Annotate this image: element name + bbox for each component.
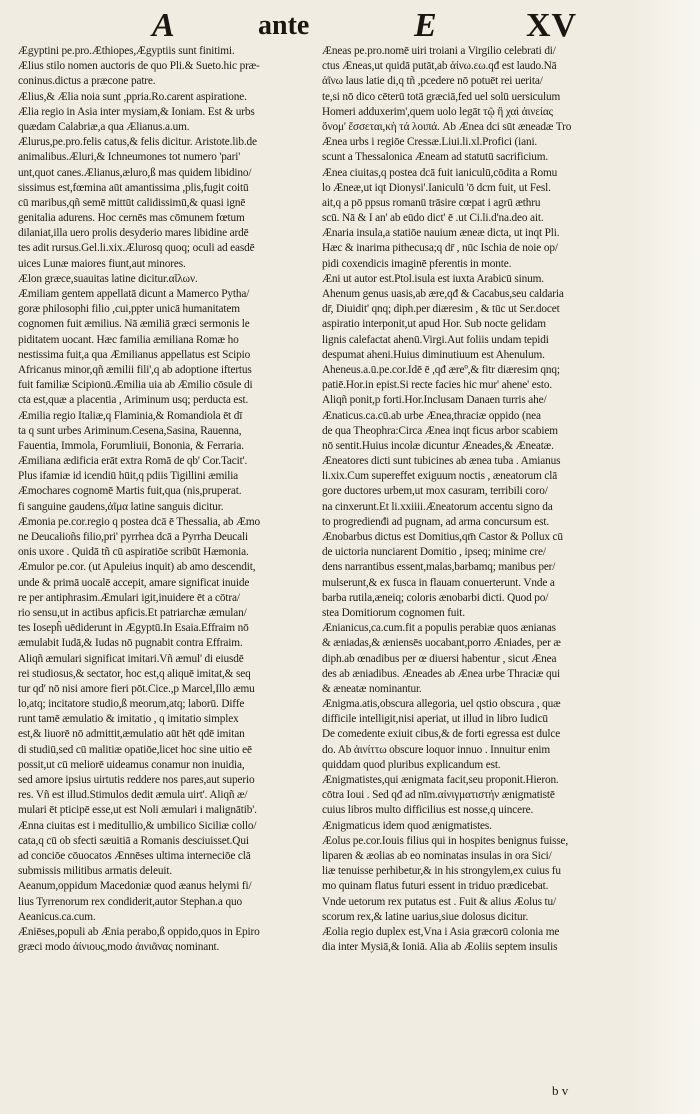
text-line: Æolus pe.cor.Iouis filius qui in hospites benignus fuisse, bbox=[322, 834, 569, 847]
text-line: Ænobarbus dictus est Domitius,qm̄ Castor & Pollux cū bbox=[322, 531, 563, 543]
text-line: goræ philosophi filio ,cui,ppter unicā humanitatem bbox=[18, 303, 240, 316]
text-line: æmulabit Iudā,& Iudas nō pugnabit contra Effraim. bbox=[18, 637, 243, 650]
text-line: despumat aheni.Huius diminutiuum est Ahenulum. bbox=[322, 348, 545, 361]
text-line: runt tamē æmulatio & imitatio , q imitatio simplex bbox=[18, 713, 239, 726]
text-line: res. Vñ est illud.Stimulos dedit æmula uirt'. Aliqñ æ/ bbox=[18, 789, 248, 802]
text-line: nestissima fuit,a qua Æmilianus appellatus est Scipio bbox=[18, 348, 251, 361]
signature-mark: b v bbox=[552, 1083, 569, 1098]
text-line: Æneatores dicti sunt tubicines ab ænea tuba . Amianus bbox=[322, 455, 561, 468]
text-line: piditatem uocant. Hæc familia æmiliana Romæ ho bbox=[18, 333, 239, 346]
text-line: patiē.Hor.in epist.Si recte facies hic mur' ahene' esto. bbox=[322, 379, 552, 392]
text-line: Ælurus,pe.pro.felis catus,& felis dicitur. Aristote.lib.de bbox=[18, 136, 257, 149]
text-line: Aeanicus.ca.cum. bbox=[18, 910, 96, 923]
header-word: ante bbox=[258, 10, 310, 41]
text-line: onis uxore . Quidā tñ cū aspiratiōe scribūt Hæmonia. bbox=[18, 546, 249, 559]
text-line: Æmochares cognomē Martis fuit,qua (nis,pruperat. bbox=[18, 485, 242, 498]
text-line: ne Deucalioñs filio,pri' pyrrhea dcā a Pyrrha Deucali bbox=[18, 531, 248, 543]
text-line: Ænigmatistes,qui ænigmata facit,seu proponit.Hieron. bbox=[322, 774, 559, 786]
text-line: mulserunt,& ex fusca in flauam conuerterunt. Vnde a bbox=[322, 576, 555, 589]
text-line: tes Iosepĥ uēdiderunt in Ægyptū.In Esaia.Effraim nō bbox=[18, 622, 249, 635]
text-line: to progredienđi ad pugnam, ad arma concursum est. bbox=[322, 515, 549, 528]
header-page-number: XV bbox=[526, 7, 578, 44]
text-line: uices Lunæ maiores fiunt,aut minores. bbox=[18, 257, 186, 270]
text-line: na cinxerunt.Et li.xxiiii.Æneatorum accentu signo da bbox=[322, 500, 553, 513]
text-line: Ægyptini pe.pro.Æthiopes,Ægyptiis sunt finitimi. bbox=[18, 45, 235, 57]
text-line: Ænea urbs i regiōe Cressæ.Liui.li.xl.Profici (iani. bbox=[322, 136, 538, 149]
text-line: ad conciōe cōuocatos Ænnēses ultima interneciōe clā bbox=[18, 849, 251, 862]
text-line: Ænea ciuitas,q postea dcā fuit ianiculū,cōdita a Romu bbox=[322, 166, 558, 179]
text-line: Ælon græce,suauitas latine dicitur.αἴλων. bbox=[18, 272, 198, 285]
page-edge-shade bbox=[630, 0, 700, 1114]
text-line: rio sensu,ut in actibus apficis.Et patriarchæ æmulan/ bbox=[18, 606, 247, 619]
text-line: tur qd' nō nisi amore fieri pōt.Cice.,p Marcel,Illo æmu bbox=[18, 682, 255, 695]
header-letter-left: A bbox=[152, 7, 175, 44]
text-line: Æolia regio duplex est,Vna i Asia græcorū colonia me bbox=[322, 925, 560, 938]
text-line: cōtra Ioui . Sed qđ ad nīm.αἰνιγματιστήν ænigmatistē bbox=[322, 789, 555, 802]
text-line: græci modo ἀίνιους,modo ἀινιᾶνας nominant. bbox=[18, 941, 220, 954]
text-line: pidi coxendicis imaginē pferentis in monte. bbox=[322, 257, 512, 270]
text-line: dilaniat,illa uero prolis desyderio mares libidine ardē bbox=[18, 227, 249, 240]
text-line: te,si nō dico cēterū totā græciā,fed uel solū uersiculum bbox=[322, 90, 561, 103]
text-line: lo Æneæ,ut iqt Dionysi'.Ianiculū 'ō dcm fuit, ut Fesl. bbox=[322, 181, 551, 194]
text-line: dia inter Mysiā,& Ioniā. Alia ab Æoliis septem insulis bbox=[322, 941, 558, 954]
right-column bbox=[322, 44, 608, 955]
text-line: ctus Æneas,ut quidā putāt,ab ἀίνω.εω.qđ est laudo.Nā bbox=[322, 60, 557, 73]
left-column bbox=[18, 44, 310, 955]
text-line: dr̄, Diuidit' qnq; diph.per diæresim , & tūc ut Ser.docet bbox=[322, 303, 560, 316]
text-line: Æmiliam gentem appellatā dicunt a Mamerco Pytha/ bbox=[18, 288, 250, 300]
text-line: tes adit rursus.Gel.li.xix.Ælurosq quoq; oculi ad easdē bbox=[18, 242, 255, 255]
text-line: submissis militibus armatis deleuit. bbox=[18, 865, 173, 878]
text-line: Vnde uetorum rex putatus est . Fuit & alius Æolus tu/ bbox=[322, 895, 556, 908]
text-line: scunt a Thessalonica Æneam ad statutū sacrificium. bbox=[322, 151, 549, 164]
text-line: Ælia regio in Asia inter mysiam,& Ioniam. Est & urbs bbox=[18, 105, 255, 118]
text-line: Æmulor pe.cor. (ut Apuleius inquit) ab amo descendit, bbox=[18, 561, 256, 574]
text-line: Aheneus.a.ū.pe.cor.Idē ē ,qđ æreº,& fitr diæresim qnq; bbox=[322, 363, 560, 376]
text-line: scū. Nā & I an' ab eūdo dict' ē .ut Ci.li.d'na.deo ait. bbox=[322, 212, 544, 225]
text-line: gore ductores urbem,ut mox casuram, terribili coro/ bbox=[322, 485, 548, 498]
text-line: cata,q cū ob sfecti sæuitiā a Romanis desciuisset.Qui bbox=[18, 834, 249, 847]
text-line: cognomen fuit æmilius. Nā æmiliā græci sermonis le bbox=[18, 318, 250, 331]
text-line: ἀῖνω laus latie di,q tñ ,pcedere nō potuēt rei uerita/ bbox=[322, 75, 543, 88]
text-line: aspiratio interponit,ut apud Hor. Sub nocte gelidam bbox=[322, 318, 546, 331]
text-line: ait,q a pō ppsus romanū trāsire cœpat i agrū æthru bbox=[322, 196, 541, 209]
text-line: li.xix.Cum supereffet exiguum noctis , æneatorum clā bbox=[322, 470, 558, 483]
text-line: est,& liuorē nō admittit,æmulatio aūt hēt qdē imitan bbox=[18, 728, 245, 741]
text-line: stea Domitiorum cognomen fuit. bbox=[322, 606, 465, 619]
text-line: & æneatæ nominantur. bbox=[322, 682, 422, 695]
text-line: mo quinam flatus futuri essent in triduo prædicebat. bbox=[322, 880, 549, 893]
text-line: sed amore ipsius uirtutis reddere nos pares,aut superio bbox=[18, 774, 255, 786]
text-line: Ænianicus,ca.cum.fit a populis perabiæ quos ænianas bbox=[322, 622, 556, 635]
text-line: Ælius,& Ælia noia sunt ,ppria.Ro.carent aspiratione. bbox=[18, 90, 247, 103]
text-line: re per antiphrasim.Æmulari igit,inuidere ēt a cōtra/ bbox=[18, 591, 240, 604]
text-line: di studiū,sed cū malitiæ opatiōe,licet hoc sine uitio eē bbox=[18, 743, 252, 756]
text-line: Aeanum,oppidum Macedoniæ quod æanus helymi fi/ bbox=[18, 880, 252, 893]
text-line: unde & primā uocalē accepit, amare significat inuide bbox=[18, 576, 250, 589]
text-line: ὄνομ' ἔσσεται,κὴ τά λοιπά. Ab Ænea dci sūt æneadæ Tro bbox=[322, 120, 572, 133]
header-letter-right: E bbox=[414, 7, 437, 44]
running-header bbox=[0, 6, 700, 46]
text-line: cta est,quæ a placentia , Ariminum usq; perducta est. bbox=[18, 394, 249, 407]
text-line: lignis calefactat ahenū.Virgi.Aut foliis undam tepidi bbox=[322, 333, 549, 346]
text-line: sissimus est,fœmina aūt amantissima ,plis,fugit coitū bbox=[18, 181, 249, 194]
text-line: Aliqñ ponit,p forti.Hor.Inclusam Danaen turris ahe/ bbox=[322, 394, 547, 407]
text-line: Ahenum genus uasis,ab ære,qđ & Cacabus,seu caldaria bbox=[322, 288, 564, 300]
text-line: Æmiliana ædificia erāt extra Romā de qb' Cor.Tacit'. bbox=[18, 455, 248, 468]
text-line: dens narrantibus essent,malas,barbamq; manibus per/ bbox=[322, 561, 556, 574]
text-line: rei studiosus,& sectator, hoc est,q aliquē imitat,& seq bbox=[18, 667, 251, 680]
text-line: Aliqñ æmulari significat imitari.Vñ æmul' di eiusdē bbox=[18, 652, 244, 665]
text-line: fi sanguine gaudens,ἀῖμα latine sanguis dicitur. bbox=[18, 500, 224, 513]
text-line: des ab æniadibus. Æneades ab Ænea urbe Thraciæ qui bbox=[322, 667, 560, 680]
text-line: animalibus.Æluri,& Ichneumones tot numero 'pari' bbox=[18, 151, 241, 164]
text-line: Æmilia regio Italiæ,q Flaminia,& Romandiola ēt dī bbox=[18, 409, 243, 422]
text-line: difficile intelligit,nisi aperiat, ut illud in libro Iudicū bbox=[322, 713, 548, 726]
text-line: lo,atq; incitatore studio,ß meorum,atq; laborū. Diffe bbox=[18, 698, 245, 711]
text-line: liæ tenuisse perhibetur,& in his strongylem,ex cuius fu bbox=[322, 865, 561, 878]
text-line: Ænaticus.ca.cū.ab urbe Ænea,thraciæ oppido (nea bbox=[322, 409, 541, 422]
text-line: Æneas pe.pro.nomē uiri troiani a Virgilio celebrati di/ bbox=[322, 45, 556, 57]
text-line: & æniadas,& æniensēs uocabant,porro Æniades, per æ bbox=[322, 637, 561, 650]
text-line: liparen & æolias ab eo nominatas insulas in ora Sici/ bbox=[322, 849, 552, 862]
text-line: mulari ēt pticipē esse,ut est Noli æmulari i malignātib'. bbox=[18, 804, 257, 817]
text-line: Ænaria insula,a statiōe nauium æneæ dicta, ut inqt Pli. bbox=[322, 227, 560, 240]
text-line: Æmonia pe.cor.regio q postea dcā ē Thessalia, ab Æmo bbox=[18, 515, 261, 528]
text-line: scorum rex,& latine uarius,siue dolosus dicitur. bbox=[322, 910, 529, 923]
text-line: barba rutila,æneiq; coloris ænobarbi dicti. Quod po/ bbox=[322, 591, 549, 604]
text-line: Plus ifamiæ id icendiū hūit,q pdiis Tigillini æmilia bbox=[18, 470, 239, 483]
text-line: nō sentit.Huius incolæ dicuntur Æneades,& Æneatæ. bbox=[322, 439, 554, 452]
text-line: Ælius stilo nomen auctoris de quo Pli.& Sueto.hic præ- bbox=[18, 60, 260, 73]
text-line: quiddam quod pluribus explicandum est. bbox=[322, 758, 501, 771]
text-line: Æniēses,populi ab Ænia perabo,ß oppido,quos in Epiro bbox=[18, 925, 260, 938]
text-line: Hæc & inarima pithecusa;q dr̄ , nūc Ischia de noie op/ bbox=[322, 242, 558, 255]
text-line: Ænigma.atis,obscura allegoria, uel qstio obscura , quæ bbox=[322, 698, 561, 711]
text-line: lius Tyrrenorum rex condiderit,autor Stephan.a quo bbox=[18, 895, 242, 908]
text-line: Africanus minor,qñ æmilii fili',q ab adoptione iftertus bbox=[18, 363, 252, 376]
text-line: unt,quot canes.Ælianus,æluro,ß mas quidem libidino/ bbox=[18, 166, 252, 179]
text-line: Homeri adduxerim',quem uolo legāt τῷ ἢ χαὶ ἀινείας bbox=[322, 105, 553, 118]
text-line: fuit familiæ Scipionū.Æmilia uia ab Æmilio cōsule di bbox=[18, 379, 253, 392]
text-line: de qua Theophra:Circa Ænea inqt ficus arbor scabiem bbox=[322, 424, 558, 437]
text-line: genitalia adurens. Hoc cernēs mas cōmunem fœtum bbox=[18, 212, 245, 225]
text-line: Ænigmaticus idem quod ænigmatistes. bbox=[322, 819, 492, 832]
text-line: cū maribus,qñ semē mittūt calidissimū,& quasi ignē bbox=[18, 196, 246, 209]
text-line: Fauentia, Immola, Forumliuii, Bononia, & Ferraria. bbox=[18, 439, 244, 452]
text-line: Ænna ciuitas est i meditullio,& umbilico Siciliæ collo/ bbox=[18, 819, 257, 832]
text-line: cuius libros multo difficilius est nosse,q uincere. bbox=[322, 804, 534, 817]
text-line: coninus.dictus a præcone patre. bbox=[18, 75, 156, 88]
text-line: Æni ut autor est.Ptol.isula est iuxta Arabicū sinum. bbox=[322, 272, 544, 285]
text-line: de uictoria nunciarent Domitio , ipseq; minime cre/ bbox=[322, 546, 546, 559]
text-line: possit,ut cū meliorē uideamus conamur non inuidia, bbox=[18, 758, 245, 771]
text-line: De comedente exiuit cibus,& de forti egressa est dulce bbox=[322, 728, 561, 741]
text-line: quædam Calabriæ,a qua Ælianus.a.um. bbox=[18, 120, 190, 133]
text-line: ta q sunt urbes Ariminum.Cesena,Sasina, Rauenna, bbox=[18, 424, 242, 437]
text-line: diph.ab œnadibus per œ diuersi habentur , sicut Ænea bbox=[322, 652, 557, 665]
text-line: do. Ab ἀινίττω obscure loquor innuo . Innuitur enim bbox=[322, 743, 551, 756]
